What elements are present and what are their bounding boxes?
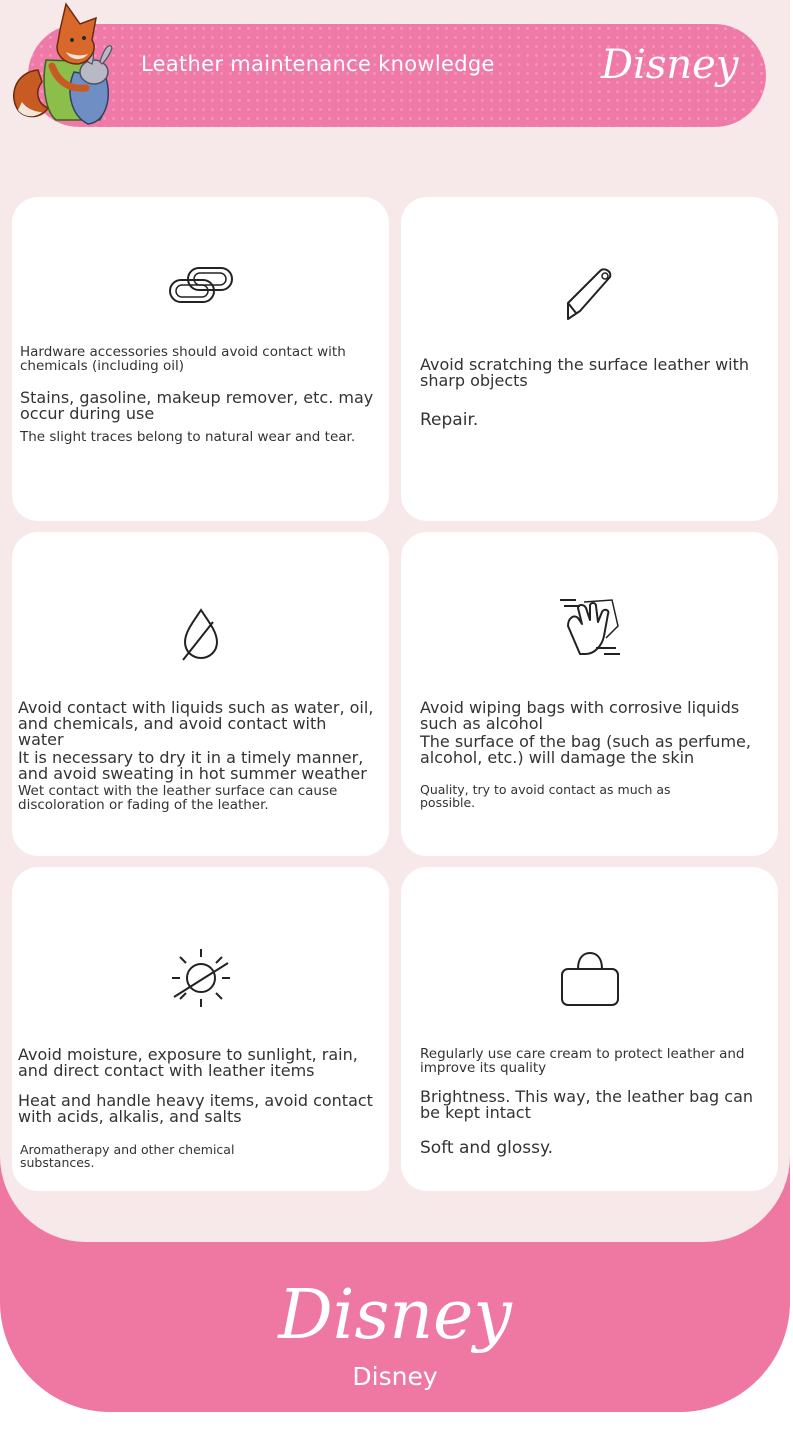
water-drop-icon — [179, 608, 223, 662]
card-text-line: It is necessary to dry it in a timely manner, and avoid sweating in hot summer weather — [18, 748, 367, 783]
care-card-hardware — [12, 197, 389, 521]
card-text-line: Avoid moisture, exposure to sunlight, rain, and direct contact with leather items — [18, 1045, 358, 1080]
footer-subtitle: Disney — [352, 1362, 438, 1391]
card-text-line: Soft and glossy. — [420, 1138, 554, 1158]
care-card-cream — [401, 867, 778, 1191]
wiping-hand-icon — [556, 596, 624, 660]
mascot-illustration — [8, 0, 128, 130]
card-text-line: Heat and handle heavy items, avoid contact with acids, alkalis, and salts — [18, 1091, 373, 1126]
card-text-line: Repair. — [420, 410, 479, 430]
card-text-line: Brightness. This way, the leather bag can be kept intact — [420, 1087, 754, 1122]
header-banner — [28, 24, 766, 127]
card-text-line: Stains, gasoline, makeup remover, etc. may occur during use — [20, 388, 374, 423]
card-text-line: Hardware accessories should avoid contact with chemicals (including oil) — [20, 344, 346, 374]
card-text-line: The surface of the bag (such as perfume, alcohol, etc.) will damage the skin — [420, 732, 751, 767]
brand-logo: Disney — [601, 42, 739, 88]
card-text-line: The slight traces belong to natural wear and tear. — [20, 429, 356, 445]
card-text-line: Avoid wiping bags with corrosive liquids such as alcohol — [420, 698, 740, 733]
care-card-moisture — [12, 867, 389, 1191]
care-card-wiping — [401, 532, 778, 856]
card-text-line: Avoid scratching the surface leather with sharp objects — [420, 355, 750, 390]
card-text-line: Quality, try to avoid contact as much as possible. — [420, 782, 671, 810]
footer-brand-logo: Disney — [278, 1276, 512, 1355]
bag-icon — [560, 951, 620, 1007]
card-text-line: Wet contact with the leather surface can cause discoloration or fading of the leather. — [18, 783, 338, 813]
chain-link-icon — [166, 263, 236, 309]
page-title: Leather maintenance knowledge — [141, 52, 495, 76]
blade-icon — [564, 267, 616, 323]
care-card-liquids — [12, 532, 389, 856]
no-sun-icon — [170, 947, 232, 1009]
card-text-line: Aromatherapy and other chemical substances. — [20, 1142, 235, 1170]
card-text-line: Regularly use care cream to protect leather and improve its quality — [420, 1046, 745, 1076]
care-card-scratch — [401, 197, 778, 521]
card-text-line: Avoid contact with liquids such as water, oil, and chemicals, and avoid contact with water — [18, 698, 374, 749]
